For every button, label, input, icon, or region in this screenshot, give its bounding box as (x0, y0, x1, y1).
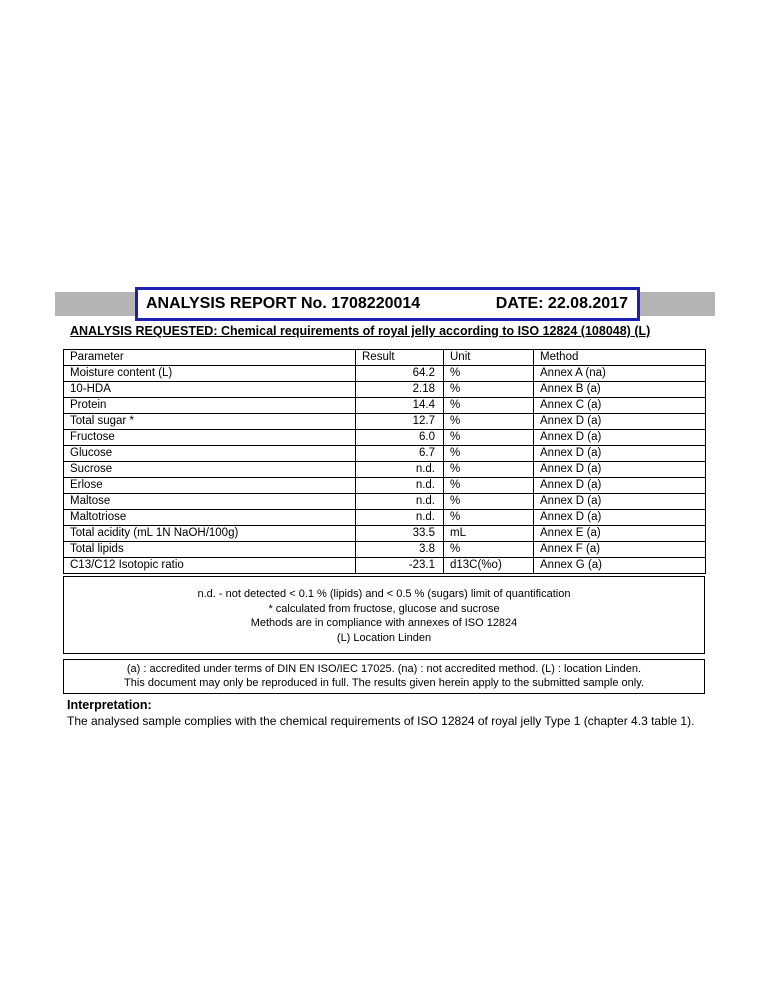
report-body (63, 349, 705, 728)
accreditation-line: (a) : accredited under terms of DIN EN ISO/IEC 17025. (na) : not accredited method. (L) : location Linden. (126, 663, 642, 675)
table-row (64, 478, 706, 494)
method-cell: Annex G (a) (534, 558, 706, 574)
method-cell: Annex D (a) (534, 414, 706, 430)
unit-cell: % (444, 414, 534, 430)
result-cell: n.d. (356, 494, 444, 510)
parameter-cell: Total sugar * (64, 414, 356, 430)
unit-cell: % (444, 398, 534, 414)
column-header: Result (356, 350, 444, 366)
interpretation-body: The analysed sample complies with the chemical requirements of ISO 12824 of royal jelly Type 1 (chapter 4.3 table 1). (67, 714, 695, 728)
parameter-cell: Total acidity (mL 1N NaOH/100g) (64, 526, 356, 542)
method-cell: Annex B (a) (534, 382, 706, 398)
note-line: * calculated from fructose, glucose and sucrose (268, 602, 500, 615)
method-cell: Annex D (a) (534, 510, 706, 526)
result-cell: -23.1 (356, 558, 444, 574)
unit-cell: % (444, 382, 534, 398)
results-table (63, 349, 706, 574)
notes-box (63, 576, 705, 654)
unit-cell: % (444, 366, 534, 382)
result-cell: 3.8 (356, 542, 444, 558)
unit-cell: d13C(%o) (444, 558, 534, 574)
table-row (64, 446, 706, 462)
analysis-requested-line: ANALYSIS REQUESTED: Chemical requirements of royal jelly according to ISO 12824 (108048) (L) (70, 324, 651, 338)
report-title-box (135, 287, 640, 321)
unit-cell: % (444, 446, 534, 462)
interpretation-section (67, 698, 722, 728)
result-cell: 6.7 (356, 446, 444, 462)
table-row (64, 414, 706, 430)
unit-cell: % (444, 478, 534, 494)
table-row (64, 430, 706, 446)
result-cell: n.d. (356, 462, 444, 478)
column-header: Parameter (64, 350, 356, 366)
table-row (64, 542, 706, 558)
table-row (64, 494, 706, 510)
table-row (64, 558, 706, 574)
result-cell: 6.0 (356, 430, 444, 446)
column-header: Method (534, 350, 706, 366)
method-cell: Annex C (a) (534, 398, 706, 414)
page-title: ANALYSIS REPORT No. 1708220014 (146, 295, 421, 312)
method-cell: Annex F (a) (534, 542, 706, 558)
method-cell: Annex D (a) (534, 494, 706, 510)
method-cell: Annex A (na) (534, 366, 706, 382)
parameter-cell: Maltose (64, 494, 356, 510)
unit-cell: % (444, 430, 534, 446)
result-cell: 2.18 (356, 382, 444, 398)
report-date: DATE: 22.08.2017 (495, 295, 628, 312)
table-row (64, 366, 706, 382)
result-cell: n.d. (356, 478, 444, 494)
parameter-cell: 10-HDA (64, 382, 356, 398)
parameter-cell: Erlose (64, 478, 356, 494)
unit-cell: % (444, 462, 534, 478)
method-cell: Annex D (a) (534, 478, 706, 494)
table-row (64, 510, 706, 526)
parameter-cell: Sucrose (64, 462, 356, 478)
method-cell: Annex D (a) (534, 462, 706, 478)
accreditation-box (63, 659, 705, 694)
method-cell: Annex D (a) (534, 446, 706, 462)
table-row (64, 382, 706, 398)
interpretation-heading: Interpretation: (67, 698, 152, 712)
method-cell: Annex D (a) (534, 430, 706, 446)
column-header: Unit (444, 350, 534, 366)
note-line: Methods are in compliance with annexes of ISO 12824 (250, 617, 518, 629)
parameter-cell: Fructose (64, 430, 356, 446)
result-cell: n.d. (356, 510, 444, 526)
parameter-cell: Protein (64, 398, 356, 414)
unit-cell: % (444, 510, 534, 526)
unit-cell: % (444, 542, 534, 558)
table-row (64, 526, 706, 542)
accreditation-line: This document may only be reproduced in full. The results given herein apply to the submitted sample only. (124, 677, 644, 689)
result-cell: 64.2 (356, 366, 444, 382)
unit-cell: % (444, 494, 534, 510)
result-cell: 33.5 (356, 526, 444, 542)
result-cell: 12.7 (356, 414, 444, 430)
table-header-row (64, 350, 706, 366)
table-row (64, 462, 706, 478)
parameter-cell: C13/C12 Isotopic ratio (64, 558, 356, 574)
note-line: n.d. - not detected < 0.1 % (lipids) and < 0.5 % (sugars) limit of quantification (197, 588, 571, 600)
parameter-cell: Total lipids (64, 542, 356, 558)
unit-cell: mL (444, 526, 534, 542)
parameter-cell: Moisture content (L) (64, 366, 356, 382)
parameter-cell: Maltotriose (64, 510, 356, 526)
result-cell: 14.4 (356, 398, 444, 414)
parameter-cell: Glucose (64, 446, 356, 462)
note-line: (L) Location Linden (336, 631, 432, 644)
method-cell: Annex E (a) (534, 526, 706, 542)
results-table-body (64, 366, 706, 574)
table-row (64, 398, 706, 414)
